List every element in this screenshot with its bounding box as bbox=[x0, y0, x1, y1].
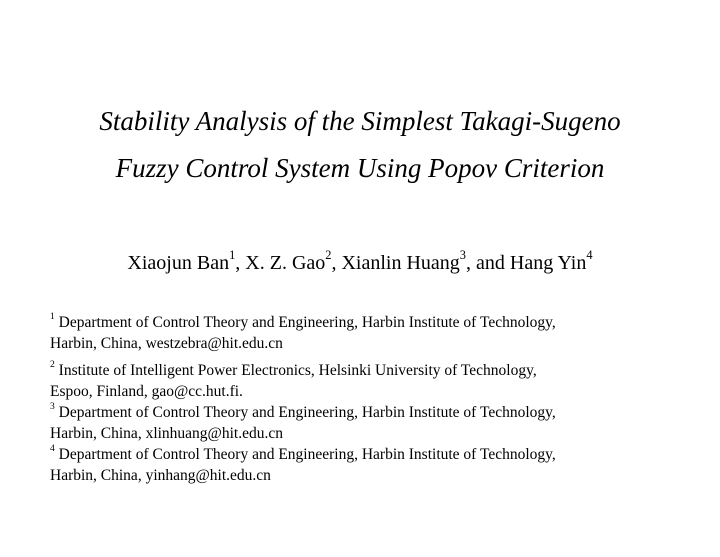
author-name: Hang Yin bbox=[509, 252, 587, 274]
affiliation-item bbox=[50, 360, 690, 402]
affiliation-line: Harbin, China, yinhang@hit.edu.cn bbox=[50, 467, 271, 484]
paper-title-line-2: Fuzzy Control System Using Popov Criterion bbox=[115, 153, 605, 183]
author-name: X. Z. Gao bbox=[245, 252, 326, 274]
author-affiliation-mark: 2 bbox=[325, 248, 332, 263]
affiliation-text: Department of Control Theory and Engineering, Harbin Institute of Technology, bbox=[54, 404, 556, 421]
affiliation-mark: 4 bbox=[50, 443, 55, 455]
author-affiliation-mark: 4 bbox=[586, 248, 593, 263]
affiliation-text: Institute of Intelligent Power Electronics, Helsinki University of Technology, bbox=[54, 362, 537, 379]
author-affiliation-mark: 1 bbox=[229, 248, 236, 263]
affiliation-line bbox=[50, 444, 690, 465]
author-name: Xianlin Huang bbox=[341, 252, 460, 274]
affiliation-line bbox=[50, 402, 690, 423]
affiliation-mark: 2 bbox=[50, 359, 55, 371]
author-separator: , bbox=[235, 252, 246, 274]
author-list bbox=[0, 249, 720, 277]
affiliation-line: Harbin, China, westzebra@hit.edu.cn bbox=[50, 335, 283, 352]
author-name: Xiaojun Ban bbox=[127, 252, 230, 274]
affiliation-line bbox=[50, 360, 690, 381]
paper-title bbox=[0, 98, 720, 192]
affiliation-mark: 3 bbox=[50, 401, 55, 413]
author-affiliation-mark: 3 bbox=[459, 248, 466, 263]
affiliation-item bbox=[50, 402, 690, 444]
affiliation-line: Harbin, China, xlinhuang@hit.edu.cn bbox=[50, 425, 283, 442]
affiliation-mark: 1 bbox=[50, 311, 55, 323]
affiliation-text: Department of Control Theory and Engineering, Harbin Institute of Technology, bbox=[54, 446, 556, 463]
affiliation-item bbox=[50, 444, 690, 486]
author-separator: , and bbox=[465, 252, 510, 274]
affiliation-line bbox=[50, 312, 690, 333]
paper-title-line-1: Stability Analysis of the Simplest Takagi-Sugeno bbox=[99, 106, 621, 136]
author-separator: , bbox=[331, 252, 342, 274]
affiliation-list bbox=[50, 312, 690, 486]
affiliation-item bbox=[50, 312, 690, 354]
affiliation-text: Department of Control Theory and Engineering, Harbin Institute of Technology, bbox=[54, 314, 556, 331]
affiliation-line: Espoo, Finland, gao@cc.hut.fi. bbox=[50, 383, 243, 400]
